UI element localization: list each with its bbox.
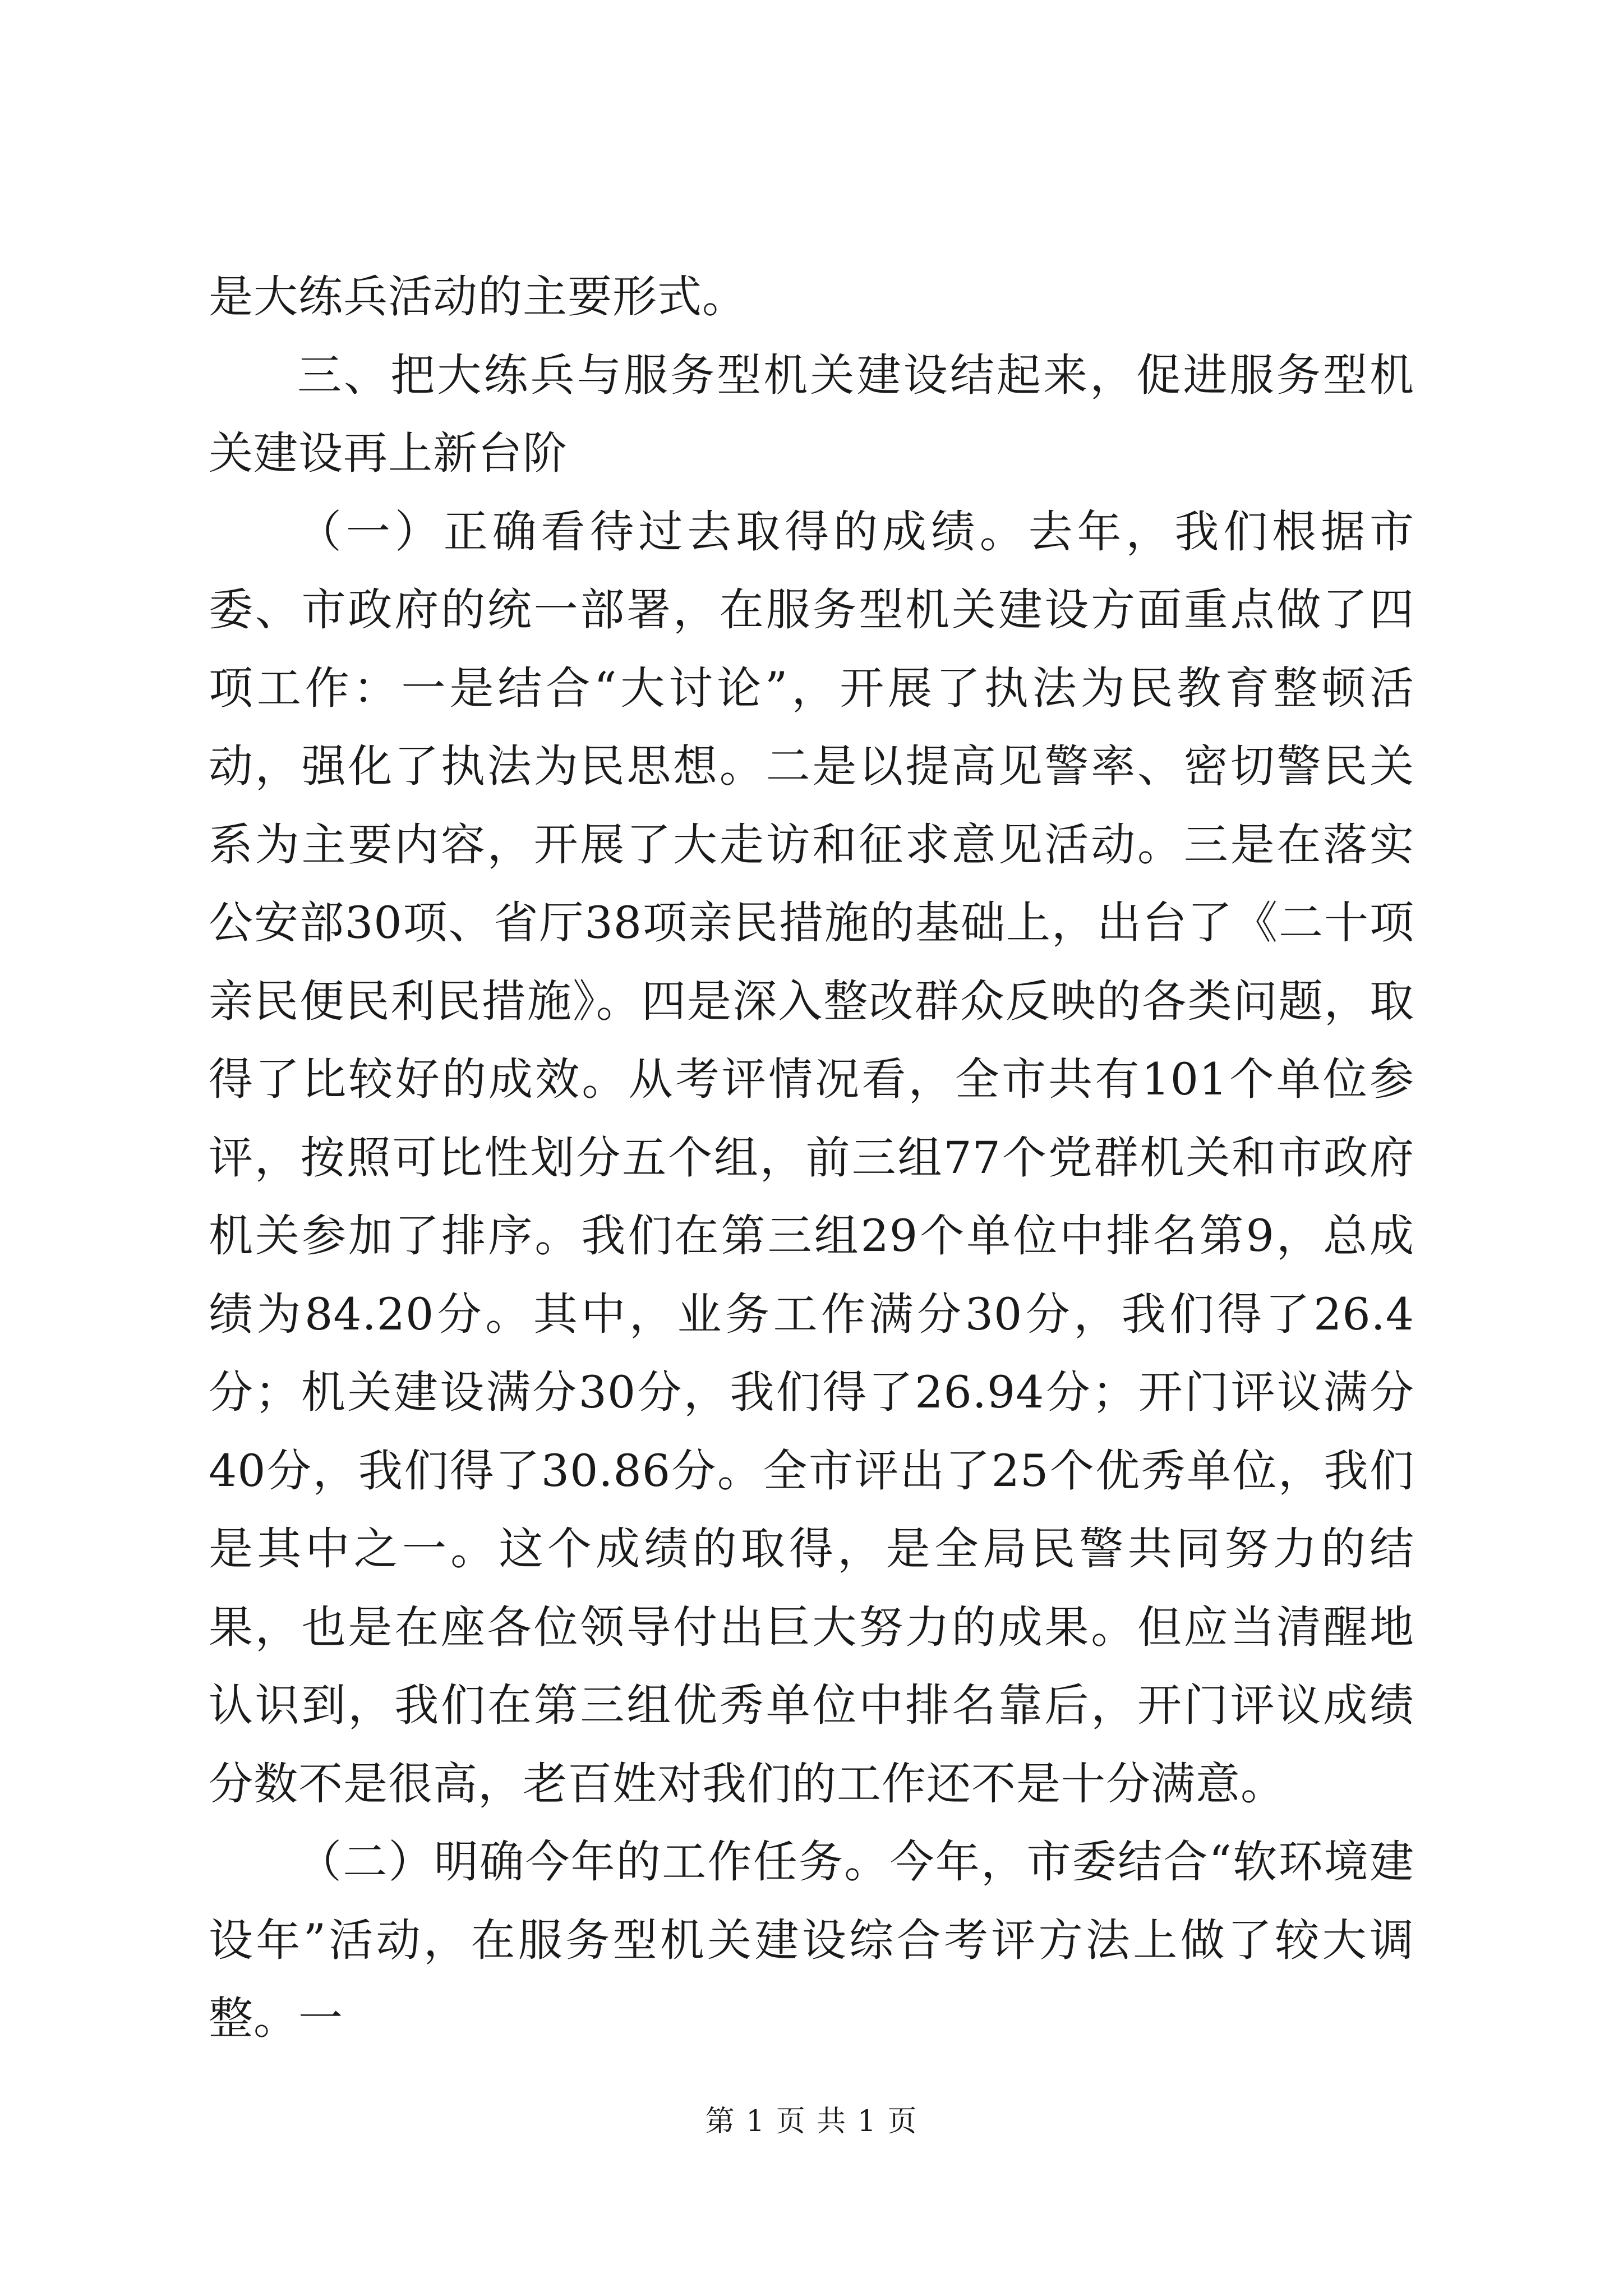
- document-body: [209, 258, 1414, 2058]
- paragraph-1: 是大练兵活动的主要形式。: [209, 271, 747, 323]
- paragraph-3: （一）正确看待过去取得的成绩。去年，我们根据市委、市政府的统一部署，在服务型机关建设方面重点做了四项工作：一是结合“大讨论”，开展了执法为民教育整顿活动，强化了执法为民思想。二是以提高见警率、密切警民关系为主要内容，开展了大走访和征求意见活动。三是在落实公安部30项、省厅38项亲民措施的基础上，出台了《二十项亲民便民利民措施》。四是深入整改群众反映的各类问题，取得了比较好的成效。从考评情况看，全市共有101个单位参评，按照可比性划分五个组，前三组77个党群机关和市政府机关参加了排序。我们在第三组29个单位中排名第9，总成绩为84.20分。其中，业务工作满分30分，我们得了26.4分；机关建设满分30分，我们得了26.94分；开门评议满分40分，我们得了30.86分。全市评出了25个优秀单位，我们是其中之一。这个成绩的取得，是全局民警共同努力的结果，也是在座各位领导付出巨大努力的成果。但应当清醒地认识到，我们在第三组优秀单位中排名靠后，开门评议成绩分数不是很高，老百姓对我们的工作还不是十分满意。: [209, 505, 1414, 1810]
- page-footer: 第 1 页 共 1 页: [705, 2105, 918, 2138]
- paragraph-2-section-heading: 三、把大练兵与服务型机关建设结起来，促进服务型机关建设再上新台阶: [209, 349, 1414, 479]
- paragraph-4: （二）明确今年的工作任务。今年，市委结合“软环境建设年”活动，在服务型机关建设综合考评方法上做了较大调整。一: [209, 1836, 1414, 2044]
